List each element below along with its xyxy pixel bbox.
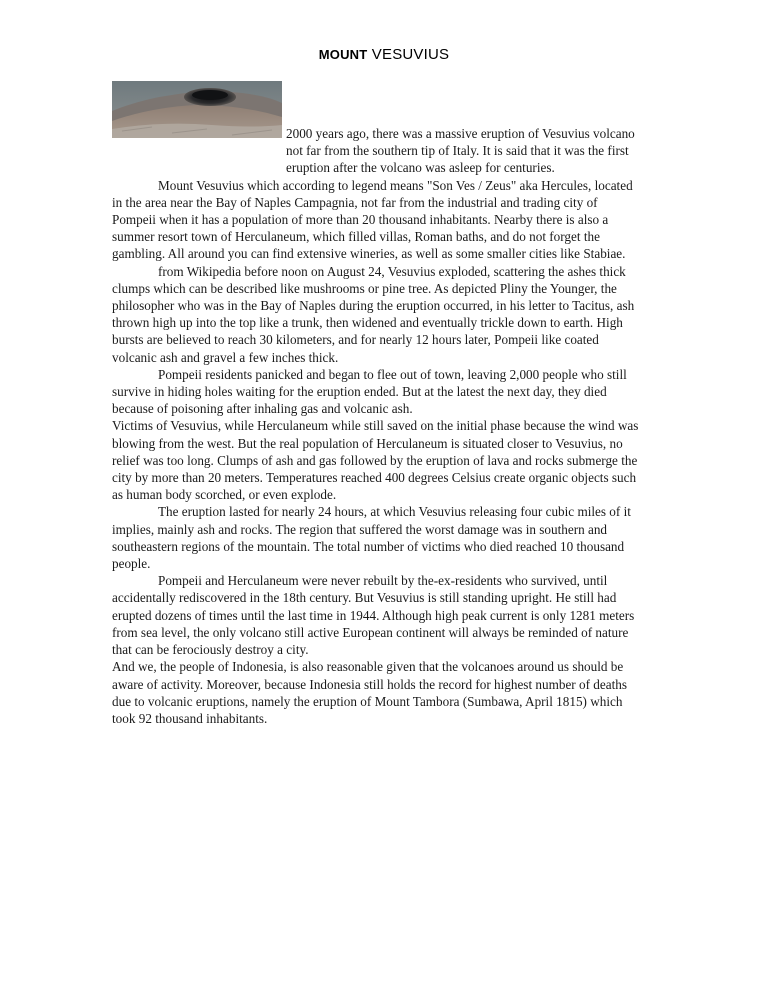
paragraph-4: Pompeii residents panicked and began to flee out of town, leaving 2,000 people who still survive in hiding holes waiting for the eruption ended. But at the latest the next day, they died because of poisoning after inhaling gas and volcanic ash. (112, 366, 627, 417)
page-title (0, 46, 768, 63)
paragraph-6: The eruption lasted for nearly 24 hours, at which Vesuvius releasing four cubic miles of it implies, mainly ash and rocks. The region that suffered the worst damage was in southern and southeastern regions of the mountain. The total number of victims who died reached 10 thousand people. (112, 504, 631, 572)
title-word-mount: MOUNT (318, 47, 368, 62)
intro-block (112, 125, 642, 177)
paragraph-3: from Wikipedia before noon on August 24, Vesuvius exploded, scattering the ashes thick clumps which can be described like mushrooms or pine tree. As depicted Pliny the Younger, the philosopher who was in the Bay of Naples during the eruption occurred, in his letter to Tacitus, ash thrown high up into the top like a trunk, then widened and eventually trickle down to earth. High bursts are believed to reach 30 kilometers, and for nearly 12 hours later, Pompeii like coated volcanic ash and gravel a few inches thick. (112, 263, 635, 365)
article-body (112, 125, 642, 727)
title-word-vesuvius: VESUVIUS (367, 46, 450, 63)
volcano-crater-photo (112, 81, 282, 138)
paragraph-2: Mount Vesuvius which according to legend means "Son Ves / Zeus" aka Hercules, located in the area near the Bay of Naples Campagnia, not far from the industrial and trading city of Pompeii when it has a population of more than 20 thousand inhabitants. Nearby there is also a summer resort town of Herculaneum, which filled villas, Roman baths, and do not forget the gambling. All around you can find extensive wineries, as well as some smaller cities like Stabiae. (112, 177, 633, 262)
paragraph-7: Pompeii and Herculaneum were never rebuilt by the-ex-residents who survived, until accidentally rediscovered in the 18th century. But Vesuvius is still standing upright. He still had erupted dozens of times until the last time in 1944. Although high peak current is only 1281 meters from sea level, the only volcano still active European continent will always be reminded of nature that can be ferociously destroy a city. (112, 573, 635, 658)
paragraph-8: And we, the people of Indonesia, is also reasonable given that the volcanoes around us should be aware of activity. Moreover, because Indonesia still holds the record for highest number of deaths due to volcanic eruptions, namely the eruption of Mount Tambora (Sumbawa, April 1815) which took 92 thousand inhabitants. (112, 659, 627, 726)
paragraph-1-text: 2000 years ago, there was a massive eruption of Vesuvius volcano not far from the southern tip of Italy. It is said that it was the first eruption after the volcano was asleep for centuries. (286, 126, 635, 176)
paragraph-5: Victims of Vesuvius, while Herculaneum while still saved on the initial phase because the wind was blowing from the west. But the real population of Herculaneum is situated closer to Vesuvius, no relief was too long. Clumps of ash and gas followed by the eruption of lava and rocks submerge the city by more than 20 meters. Temperatures reached 400 degrees Celsius create organic objects such as human body scorched, or even explode. (112, 418, 639, 503)
